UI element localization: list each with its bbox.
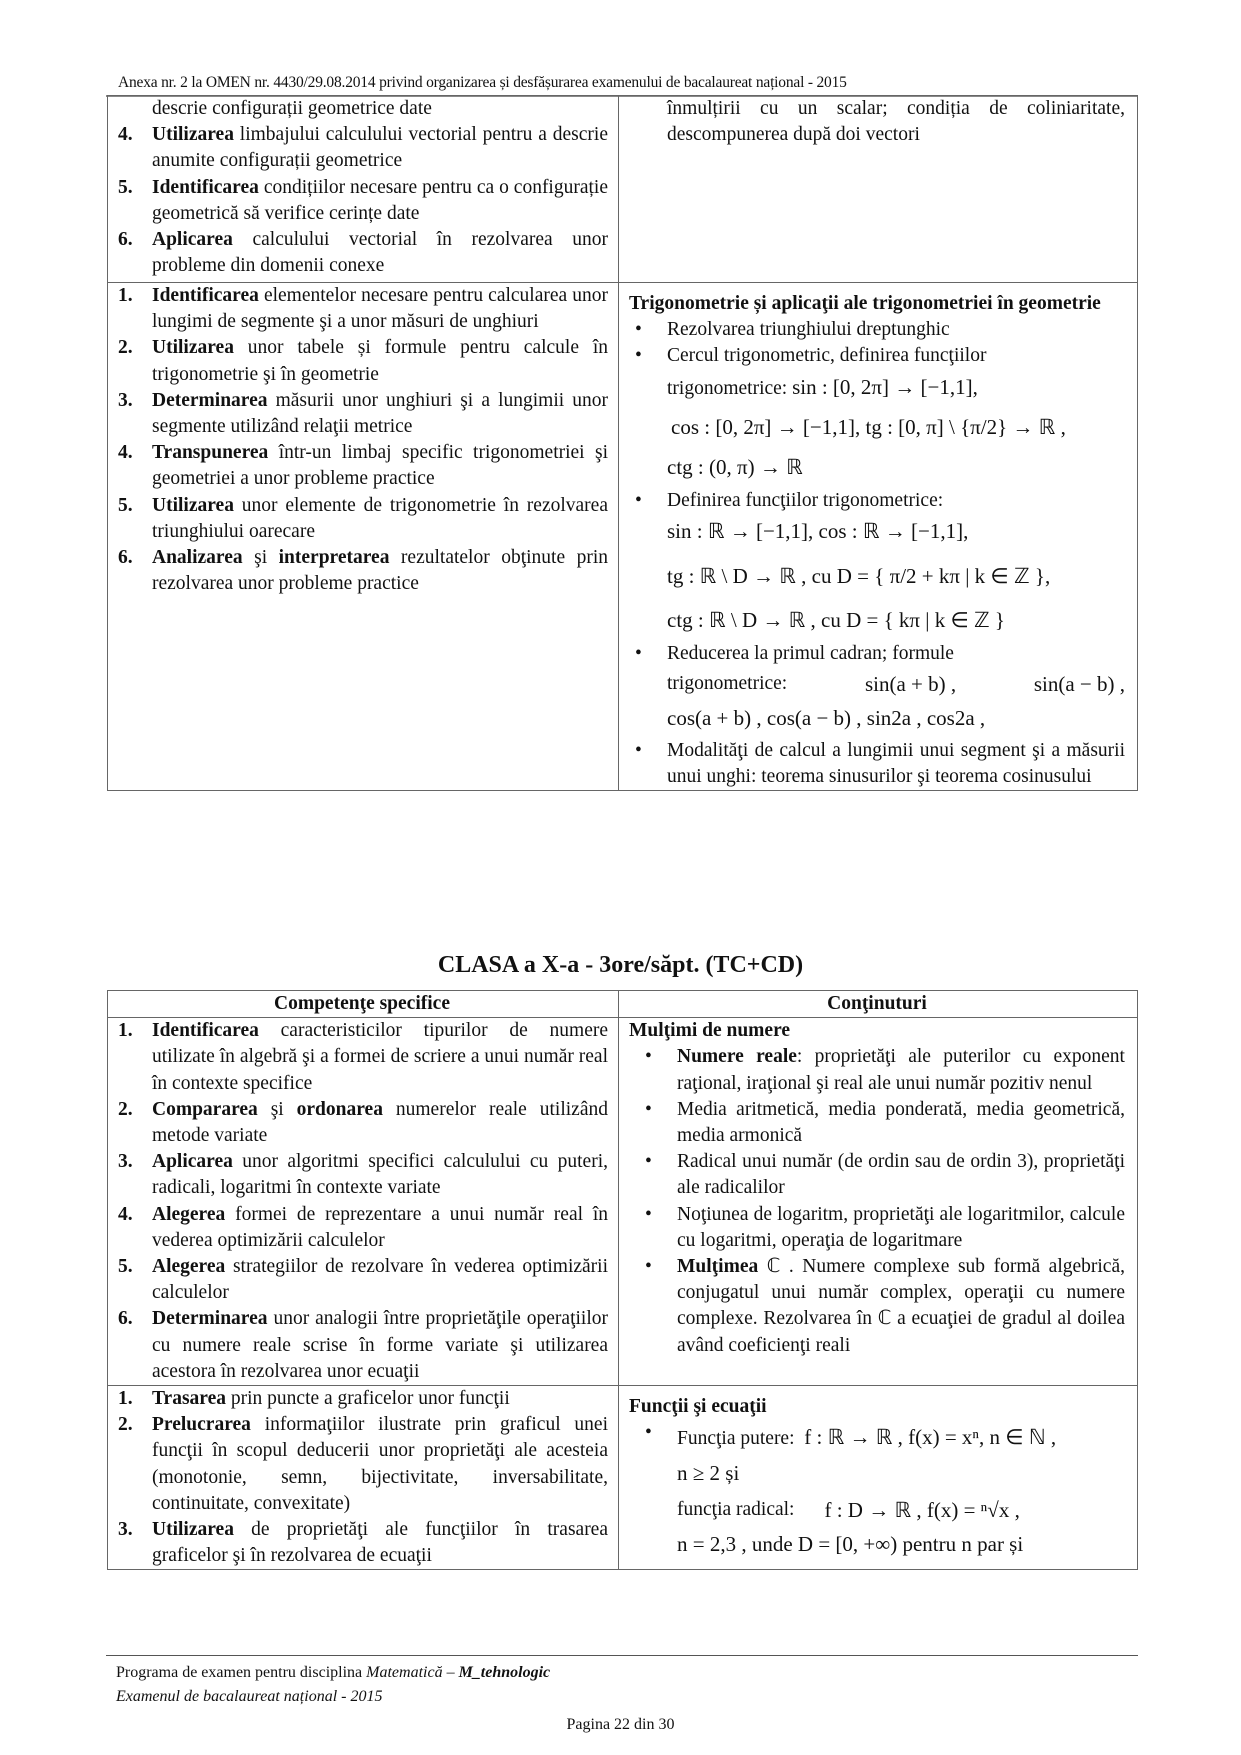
formula: f : ℝ → ℝ , f(x) = xⁿ, n ∈ ℕ , [804,1425,1057,1450]
contents-list [629,1420,1125,1563]
competence-item: 1. Identificarea caracteristicilor tipurilor de numere utilizate în algebră şi a formei de scriere a unui număr real în contexte specifice [118,1020,608,1094]
formula: sin : [0, 2π] → [−1,1], [792,374,978,399]
content-item: • Noţiunea de logaritm, proprietăţi ale logaritmilor, calcule cu logaritmi, operaţia de logaritmare [645,1203,1125,1251]
bullet-icon: • [645,1046,652,1068]
competence-item: 6. Aplicarea calculului vectorial în rezolvarea unor probleme din domenii conexe [118,229,608,277]
competence-item: 4. Utilizarea limbajului calculului vectorial pentru a descrie anumite configurații geometrice [118,124,608,172]
page-header: Anexa nr. 2 la OMEN nr. 4430/29.08.2014 privind organizarea și desfășurarea examenului de bacalaureat național - 2015 [118,74,847,91]
contents-cell [619,1018,1138,1386]
content-item: • Numere reale: proprietăţi ale puterilor cu exponent raţional, iraţional şi real ale unui număr pozitiv nenul [645,1046,1125,1094]
footer-rule [106,1655,1138,1656]
contents-cell [619,283,1138,791]
content-item: • Radical unui număr (de ordin sau de ordin 3), proprietăţi ale radicalilor [645,1151,1125,1199]
bullet-icon: • [645,1422,652,1444]
content-item: • Funcţia putere: f : ℝ → ℝ , f(x) = xⁿ, n ∈ ℕ , n ≥ 2 și funcţia radical: f : D → ℝ , f(x) = ⁿ√x , n = 2,3 , unde D = [0, +∞) pentru n par și [645,1422,1057,1556]
contents-cell [619,1386,1138,1570]
competence-item: 3. Aplicarea unor algoritmi specifici calculului cu puteri, radicali, logaritmi în contexte variate [118,1151,608,1199]
bullet-icon: • [635,345,642,367]
competence-item: 6. Analizarea şi interpretarea rezultatelor obţinute prin rezolvarea unor probleme practice [118,547,608,595]
formula: cos : [0, 2π] → [−1,1], tg : [0, π] \ {π/2} → ℝ , [671,414,1066,439]
bullet-icon: • [635,739,642,761]
competence-item: 4. Transpunerea într-un limbaj specific trigonometriei şi geometriei a unor probleme practice [118,442,608,490]
bullet-icon: • [635,643,642,665]
bullet-icon: • [635,490,642,512]
competences-list [116,122,608,279]
formula: n = 2,3 , unde D = [0, +∞) pentru n par și [677,1531,1024,1556]
competences-cell [108,1386,619,1570]
competence-item: 2. Utilizarea unor tabele și formule pentru calcule în trigonometrie şi în geometrie [118,337,608,385]
competence-item: 5. Identificarea condițiilor necesare pentru ca o configurație geometrică să verifice cerințe date [118,176,608,224]
table-header-row [108,991,1138,1018]
contents-cell [619,96,1138,283]
contents-continuation: înmulțirii cu un scalar; condiția de coliniaritate, descompunerea după doi vectori [667,98,1125,146]
content-item: • Reducerea la primul cadran; formule trigonometrice: sin(a + b) , sin(a − b) , cos(a + b) , cos(a − b) , sin2a , cos2a , [635,643,1125,731]
section-title: Funcţii şi ecuaţii [629,1396,767,1418]
formula: n ≥ 2 și [677,1461,740,1486]
formula: sin(a − b) , [1033,672,1125,697]
competence-item: 3. Determinarea măsurii unor unghiuri şi a lungimii unor segmente utilizând relaţii metrice [118,389,608,438]
formula: f : D → ℝ , f(x) = ⁿ√x , [824,1497,1020,1522]
content-item: • Cercul trigonometric, definirea funcţiilor trigonometrice: sin : [0, 2π] → [−1,1], cos : [0, 2π] → [−1,1], tg : [0, π] \ {π/2} → ℝ , ctg : (0, π) → ℝ [635,345,1066,480]
column-header-competences: Competenţe specifice [108,991,619,1018]
formula: cos(a + b) , cos(a − b) , sin2a , cos2a , [667,706,986,731]
bullet-icon: • [645,1098,652,1120]
contents-list [629,1044,1125,1358]
competence-continuation: descrie configurații geometrice date [152,98,432,119]
competences-cell [108,96,619,283]
competences-cell [108,283,619,791]
formula: ctg : ℝ \ D → ℝ , cu D = { kπ | k ∈ ℤ } [667,607,1005,632]
footer-exam: Examenul de bacalaureat național - 2015 [116,1688,383,1705]
formula: sin(a + b) , [864,672,957,697]
competence-item: 1. Trasarea prin puncte a graficelor unor funcţii [118,1388,510,1410]
column-header-contents: Conţinuturi [619,991,1138,1018]
bullet-icon: • [645,1256,652,1278]
bullet-icon: • [635,319,642,341]
contents-list [629,317,1125,790]
page-number: Pagina 22 din 30 [566,1716,675,1733]
syllabus-table-class-x [107,990,1138,1570]
competence-item: 3. Utilizarea de proprietăţi ale funcţiilor în trasarea graficelor şi în rezolvarea de ecuaţii [118,1519,608,1567]
competences-list [116,1018,608,1385]
content-item: • Definirea funcţiilor trigonometrice: sin : ℝ → [−1,1], cos : ℝ → [−1,1], tg : ℝ \ D → ℝ , cu D = { π/2 + kπ | k ∈ ℤ }, ctg : ℝ \ D → ℝ , cu D = { kπ | k ∈ ℤ } [635,490,1051,632]
competence-item: 6. Determinarea unor analogii între proprietăţile operaţiilor cu numere reale scrise în forme variate şi utilizarea acestora în rezolvarea unor ecuaţii [118,1308,608,1382]
formula: tg : ℝ \ D → ℝ , cu D = { π/2 + kπ | k ∈ ℤ }, [667,563,1051,588]
formula: sin : ℝ → [−1,1], cos : ℝ → [−1,1], [667,519,969,544]
competence-item: 5. Alegerea strategiilor de rezolvare în vederea optimizării calculelor [118,1256,608,1304]
section-title: Trigonometrie și aplicaţii ale trigonometriei în geometrie [629,293,1101,314]
competences-list [116,283,608,597]
competences-cell [108,1018,619,1386]
formula: ctg : (0, π) → ℝ [667,455,803,480]
content-item: • Modalităţi de calcul a lungimii unui segment şi a măsurii unui unghi: teorema sinusurilor şi teorema cosinusului [635,739,1125,787]
content-item: • Mulţimea ℂ . Numere complexe sub formă algebrică, conjugatul unui număr complex, operaţii cu numere complexe. Rezolvarea în ℂ a ecuaţiei de gradul al doilea având coeficienţi reali [645,1256,1125,1356]
competence-item: 2. Prelucrarea informaţiilor ilustrate prin graficul unei funcţii în scopul deducerii unor proprietăţi ale acesteia (monotonie, semn, bijectivitate, inversabilitate, continuitate, convexitate) [118,1414,608,1514]
table-row [108,1386,1138,1570]
table-row [108,96,1138,283]
bullet-icon: • [645,1203,652,1225]
content-item: • Media aritmetică, media ponderată, media geometrică, media armonică [645,1098,1125,1147]
table-row [108,1018,1138,1386]
table-row [108,283,1138,791]
syllabus-table-x-continued [107,95,1138,791]
footer-program: Programa de examen pentru disciplina Matematică – M_tehnologic [116,1664,551,1681]
competence-item: 1. Identificarea elementelor necesare pentru calcularea unor lungimi de segmente şi a unor măsuri de unghiuri [118,285,608,333]
competence-item: 2. Compararea şi ordonarea numerelor reale utilizând metode variate [118,1098,608,1147]
competence-item: 4. Alegerea formei de reprezentare a unui număr real în vederea optimizării calculelor [118,1203,608,1251]
section-title: Mulţimi de numere [629,1020,791,1042]
competence-item: 5. Utilizarea unor elemente de trigonometrie în rezolvarea triunghiului oarecare [118,494,608,542]
content-item: • Rezolvarea triunghiului dreptunghic [629,317,1125,343]
competences-list [116,1386,608,1569]
bullet-icon: • [645,1151,652,1173]
class-title: CLASA a X-a - 3ore/săpt. (TC+CD) [437,952,804,978]
